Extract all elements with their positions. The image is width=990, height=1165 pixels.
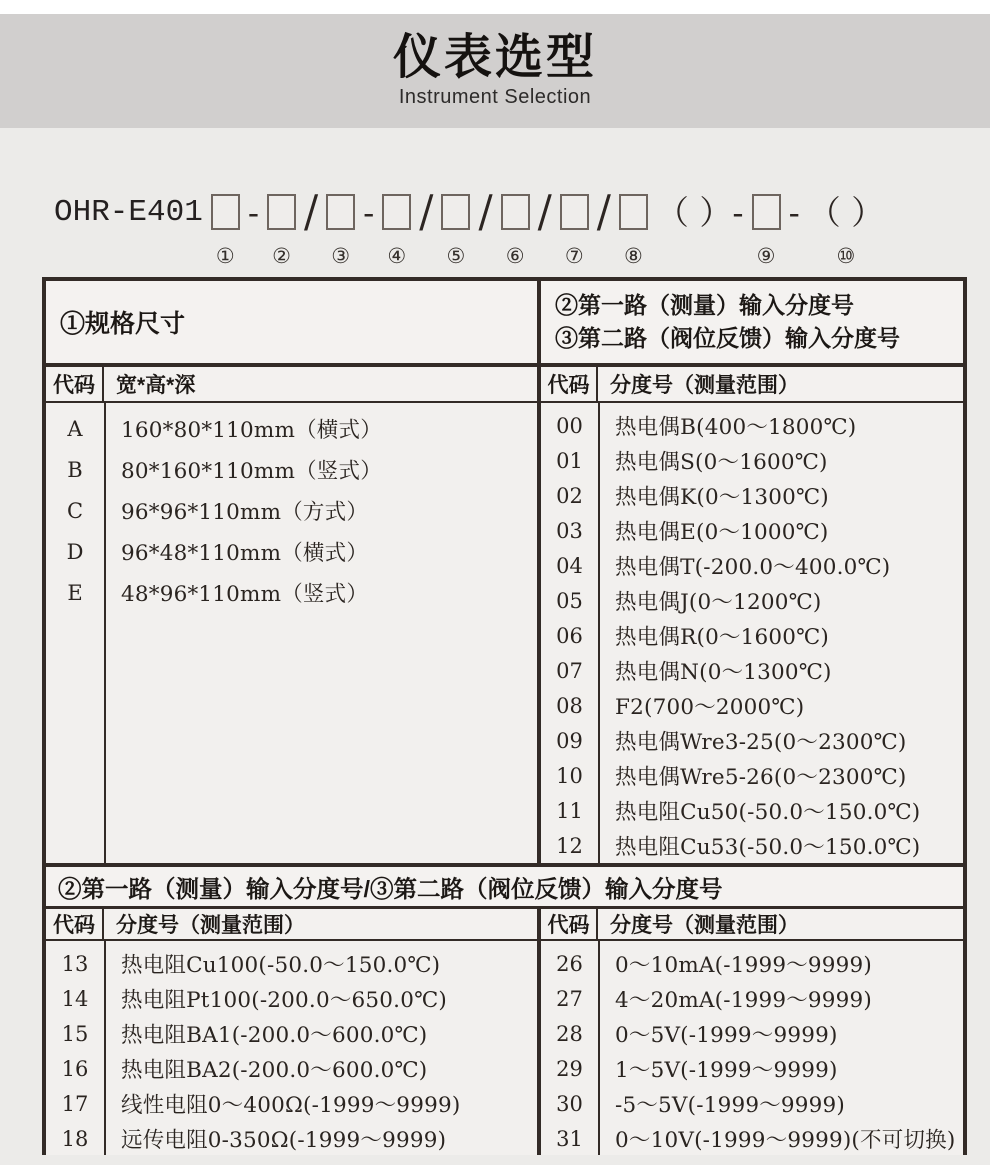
row-desc: -5～5V(-1999～9999) (615, 1093, 846, 1118)
col-header-range: 分度号（测量范围） (610, 914, 799, 937)
table-row (541, 946, 963, 981)
table-row (46, 981, 537, 1016)
row-code: 27 (556, 986, 583, 1011)
code-box (619, 194, 648, 230)
page-title: 仪表选型 (392, 31, 597, 85)
row-desc: 80*160*110mm（竖式） (121, 459, 382, 484)
row-desc: 48*96*110mm（竖式） (121, 582, 369, 607)
position-number: ③ (331, 244, 351, 268)
row-desc: 热电阻Pt100(-200.0～650.0℃) (121, 988, 447, 1013)
top-table-body (46, 403, 963, 867)
table-row (46, 449, 537, 490)
position-number: ⑤ (446, 244, 466, 268)
row-desc: 4～20mA(-1999～9999) (615, 988, 873, 1013)
page-subtitle: Instrument Selection (398, 85, 592, 108)
row-desc: 远传电阻0-350Ω(-1999～9999) (121, 1128, 447, 1153)
row-code: 29 (556, 1056, 583, 1081)
code-box (501, 194, 530, 230)
page-header (0, 14, 990, 128)
row-desc: 线性电阻0～400Ω(-1999～9999) (121, 1093, 461, 1118)
top-margin-strip (0, 0, 990, 14)
row-desc: 热电偶T(-200.0～400.0℃) (615, 555, 891, 580)
row-desc: 0～5V(-1999～9999) (615, 1023, 838, 1048)
model-separator (789, 186, 800, 270)
table-row (541, 1121, 963, 1156)
position-number: ④ (387, 244, 407, 268)
row-code: 14 (61, 986, 89, 1011)
row-desc: 热电阻Cu53(-50.0～150.0℃) (615, 835, 921, 860)
row-code: D (66, 539, 84, 564)
table-row (541, 1051, 963, 1086)
input-section-title-line2: ③第二路（阀位反馈）输入分度号 (555, 325, 900, 351)
table-row (541, 443, 963, 478)
row-desc: 热电阻BA2(-200.0～600.0℃) (121, 1058, 428, 1083)
model-separator (419, 186, 433, 270)
row-desc: 热电阻Cu50(-50.0～150.0℃) (615, 800, 921, 825)
row-desc: 热电偶R(0～1600℃) (615, 625, 830, 650)
column-divider (598, 403, 600, 863)
model-separator (304, 186, 318, 270)
table-row (46, 490, 537, 531)
code-box (560, 194, 589, 230)
table-row (541, 1016, 963, 1051)
position-number: ⑥ (505, 244, 525, 268)
model-slot-8 (619, 186, 648, 270)
input-section-title-line1: ②第一路（测量）输入分度号 (555, 291, 854, 318)
table-row (46, 1051, 537, 1086)
analog-code-list (541, 941, 963, 1155)
rtd-code-list (46, 941, 541, 1155)
row-code: 04 (556, 553, 583, 578)
model-slot-7 (560, 186, 589, 270)
row-code: 15 (61, 1021, 89, 1046)
table-row (46, 1086, 537, 1121)
model-slot-5 (441, 186, 470, 270)
row-desc: 热电偶Wre3-25(0～2300℃) (615, 730, 907, 755)
row-desc: 热电偶B(400～1800℃) (615, 415, 857, 440)
position-number: ⑧ (624, 244, 643, 268)
position-number: ⑩ (836, 244, 856, 268)
slash-separator: / (596, 185, 611, 238)
table-row (46, 1121, 537, 1156)
col-header-range: 分度号（测量范围） (610, 374, 799, 397)
row-desc: 热电偶K(0～1300℃) (615, 485, 829, 510)
position-number: ② (272, 244, 291, 268)
slash-separator: / (537, 185, 552, 238)
table-row (46, 1016, 537, 1051)
code-box (267, 194, 296, 230)
row-code: 06 (556, 623, 583, 648)
row-desc: 热电阻BA1(-200.0～600.0℃) (121, 1023, 428, 1048)
code-box (326, 194, 355, 230)
col-header-code: 代码 (46, 367, 104, 401)
size-section-title: ①规格尺寸 (46, 281, 541, 363)
row-desc: 热电偶Wre5-26(0～2300℃) (615, 765, 907, 790)
table-row (541, 688, 963, 723)
column-divider (104, 941, 106, 1155)
table-row (541, 981, 963, 1016)
col-header-code: 代码 (541, 909, 598, 939)
model-code-line (50, 186, 990, 268)
model-slot-1 (211, 186, 240, 270)
row-desc: F2(700～2000℃) (615, 695, 805, 720)
row-code: A (67, 416, 83, 441)
row-code: 03 (556, 518, 583, 543)
row-code: 11 (556, 798, 583, 823)
bottom-table-subheader (46, 909, 963, 941)
table-row (541, 478, 963, 513)
row-code: 31 (556, 1126, 583, 1151)
col-header-code: 代码 (541, 367, 598, 401)
table-row (541, 408, 963, 443)
row-desc: 热电偶S(0～1600℃) (615, 450, 828, 475)
row-code: 30 (556, 1091, 583, 1116)
table-row (46, 946, 537, 981)
table-row (46, 572, 537, 613)
row-code: 10 (556, 763, 583, 788)
row-desc: 96*96*110mm（方式） (121, 500, 369, 525)
selection-table (42, 277, 967, 1155)
row-desc: 96*48*110mm（横式） (121, 541, 369, 566)
dash-separator: - (247, 192, 259, 232)
dash-separator: - (363, 192, 375, 232)
table-row (541, 793, 963, 828)
top-table-subheader (46, 367, 963, 403)
paren-separator: （ ） (807, 192, 885, 232)
position-number: ① (215, 244, 235, 268)
table-row (541, 513, 963, 548)
row-code: 28 (556, 1021, 583, 1046)
row-code: 18 (61, 1126, 89, 1151)
bottom-table-body (46, 941, 963, 1155)
row-code: 09 (556, 728, 583, 753)
row-code: 13 (61, 951, 89, 976)
row-desc: 0～10V(-1999～9999)(不可切换) (615, 1128, 956, 1153)
row-desc: 热电阻Cu100(-50.0～150.0℃) (121, 953, 441, 978)
table-row (541, 723, 963, 758)
row-desc: 1～5V(-1999～9999) (615, 1058, 838, 1083)
model-separator (478, 186, 492, 270)
table-row (541, 548, 963, 583)
size-code-list (46, 403, 541, 863)
model-separator (538, 186, 552, 270)
table-row (541, 618, 963, 653)
row-code: 02 (556, 483, 583, 508)
table-row (541, 583, 963, 618)
model-slot-4 (382, 186, 411, 270)
row-code: 05 (556, 588, 583, 613)
model-prefix-item (54, 186, 203, 270)
model-slot-3 (326, 186, 355, 270)
row-code: 01 (556, 448, 583, 473)
model-prefix: OHR-E401 (54, 194, 203, 230)
code-box (752, 194, 781, 230)
row-code: B (67, 457, 83, 482)
model-separator (656, 186, 744, 270)
table-row (541, 653, 963, 688)
top-table-header (46, 281, 963, 367)
table-row (541, 758, 963, 793)
col-header-code: 代码 (46, 909, 104, 939)
row-code: 07 (556, 658, 583, 683)
slash-separator: / (419, 185, 434, 238)
row-code: 00 (556, 413, 583, 438)
row-desc: 热电偶J(0～1200℃) (615, 590, 822, 615)
table-row (541, 828, 963, 863)
model-separator (597, 186, 611, 270)
table-row (541, 1086, 963, 1121)
row-code: C (66, 498, 84, 523)
position-number: ⑦ (564, 244, 584, 268)
model-slot-2 (267, 186, 296, 270)
code-box (441, 194, 470, 230)
row-desc: 160*80*110mm（横式） (121, 418, 382, 443)
column-divider (598, 941, 600, 1155)
bottom-section-title: ②第一路（测量）输入分度号/③第二路（阀位反馈）输入分度号 (46, 867, 963, 909)
table-row (46, 531, 537, 572)
row-desc: 热电偶N(0～1300℃) (615, 660, 832, 685)
slash-separator: / (303, 185, 319, 238)
dash-separator: - (788, 192, 800, 232)
table-row (46, 408, 537, 449)
code-box (382, 194, 411, 230)
model-separator (363, 186, 374, 270)
row-code: E (67, 580, 83, 605)
row-code: 26 (556, 951, 583, 976)
row-code: 12 (556, 833, 583, 858)
model-slot-6 (501, 186, 530, 270)
model-slot-9 (752, 186, 781, 270)
col-header-range: 分度号（测量范围） (116, 914, 305, 937)
paren-dash-separator: （ ）- (655, 192, 744, 232)
row-code: 08 (556, 693, 583, 718)
model-slot-10 (808, 186, 885, 270)
row-code: 16 (61, 1056, 89, 1081)
column-divider (104, 403, 106, 863)
slash-separator: / (478, 185, 493, 238)
row-desc: 0～10mA(-1999～9999) (615, 953, 873, 978)
model-separator (248, 186, 259, 270)
input-section-title (541, 281, 963, 363)
input-code-list (541, 403, 963, 863)
position-number: ⑨ (756, 244, 776, 268)
row-desc: 热电偶E(0～1000℃) (615, 520, 829, 545)
col-header-size: 宽*高*深 (116, 374, 196, 397)
code-box (211, 194, 240, 230)
row-code: 17 (61, 1091, 89, 1116)
